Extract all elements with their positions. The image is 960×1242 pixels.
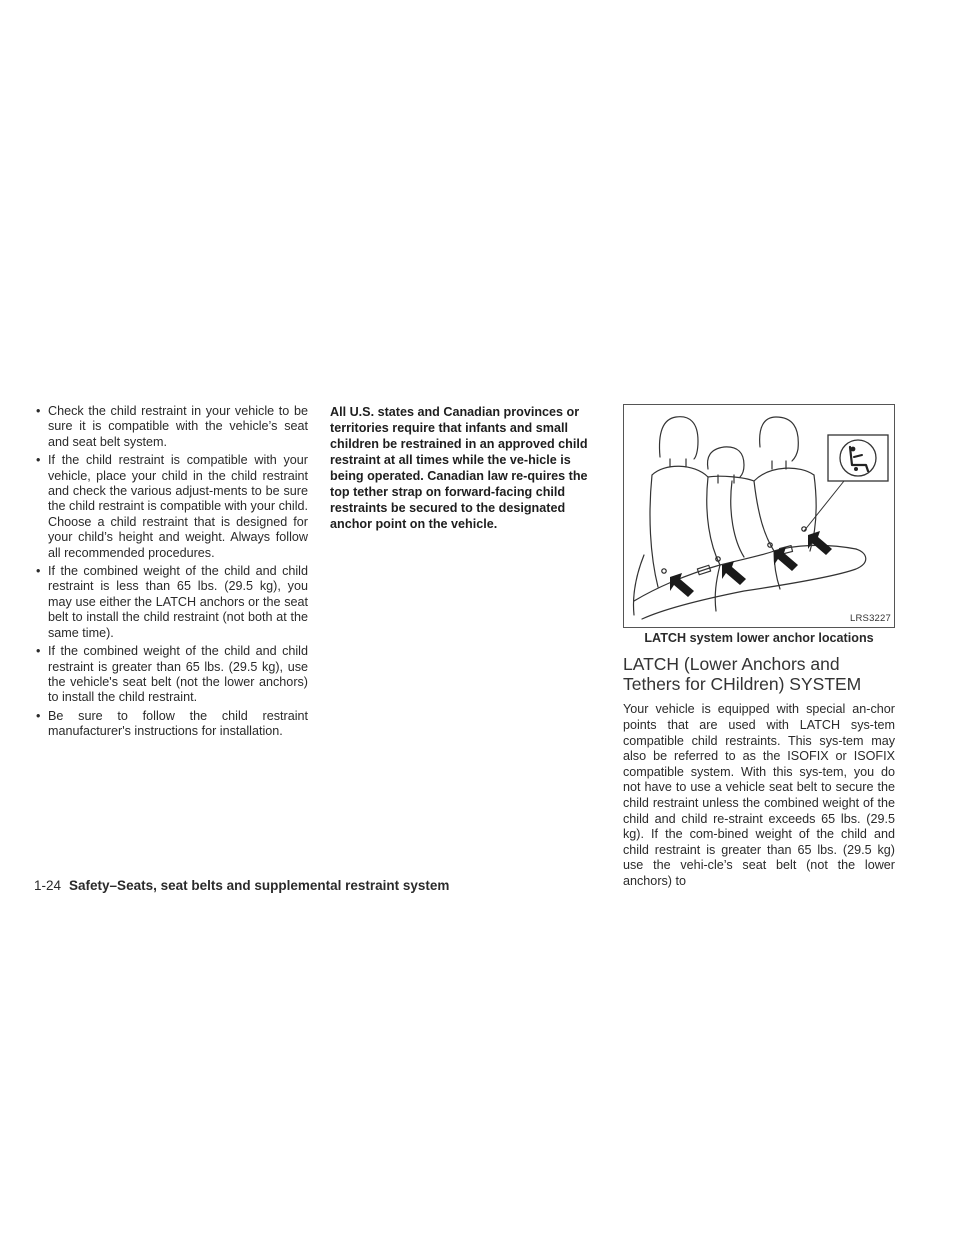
section-body: Your vehicle is equipped with special an-chor points that are used with LATCH sys-tem compatible child restraints. This sys-tem may also be referred to as the ISOFIX or ISOFIX compatible system. With this sys-tem, you do not have to use a vehicle seat belt to secure the child restraint unless the combined weight of the child and child re-straint exceeds 65 lbs. (29.5 kg). If the com-bined weight of the child and child restraint is greater than 65 lbs. (29.5 kg) use the vehi-cle’s seat belt (not the lower anchors) to [623, 702, 895, 888]
chapter-name: Safety–Seats, seat belts and supplemental restraint system [69, 878, 450, 893]
bullet-list [34, 404, 308, 740]
page-footer [34, 878, 449, 893]
isofix-symbol-icon [828, 435, 888, 481]
headrest-left [660, 417, 698, 459]
arrow-icon [670, 531, 832, 597]
latch-anchor-illustration [623, 404, 895, 628]
headrest-center [708, 447, 744, 477]
list-item: • If the combined weight of the child and child restraint is less than 65 lbs. (29.5 kg), you may use either the LATCH anchors or the seat belt to install the child restraint (not both at the same time). [34, 564, 308, 641]
legal-requirement-text: All U.S. states and Canadian provinces or territories require that infants and small children be restrained in an approved child restraint at all times while the ve-hicle is being operated. Canadian law re-quires the top tether strap on forward-facing child restraints be secured to the designated anchor point on the vehicle. [330, 405, 588, 531]
section-title: LATCH (Lower Anchors and Tethers for CHildren) SYSTEM [623, 654, 862, 695]
figure-code: LRS3227 [849, 612, 891, 624]
headrest-right [760, 417, 799, 461]
left-column [34, 404, 308, 743]
list-item: • Be sure to follow the child restraint manufacturer's instructions for installation. [34, 709, 308, 740]
middle-column [330, 404, 604, 532]
list-item: • If the combined weight of the child and child restraint is greater than 65 lbs. (29.5 kg), use the vehicle's seat belt (not the lower anchors) to install the child restraint. [34, 644, 308, 706]
figure-caption: LATCH system lower anchor locations [644, 631, 874, 645]
list-item: • If the child restraint is compatible with your vehicle, place your child in the child restraint and check the various adjust-ments to be sure the child restraint is compatible with your child. Choose a child restraint that is designed for your child’s height and weight. Always follow all recommended procedures. [34, 453, 308, 561]
rear-seat-drawing [624, 405, 895, 628]
right-column [623, 404, 895, 890]
page-number: 1-24 [34, 878, 62, 893]
list-item: • Check the child restraint in your vehicle to be sure it is compatible with the vehicle’s seat and seat belt system. [34, 404, 308, 450]
